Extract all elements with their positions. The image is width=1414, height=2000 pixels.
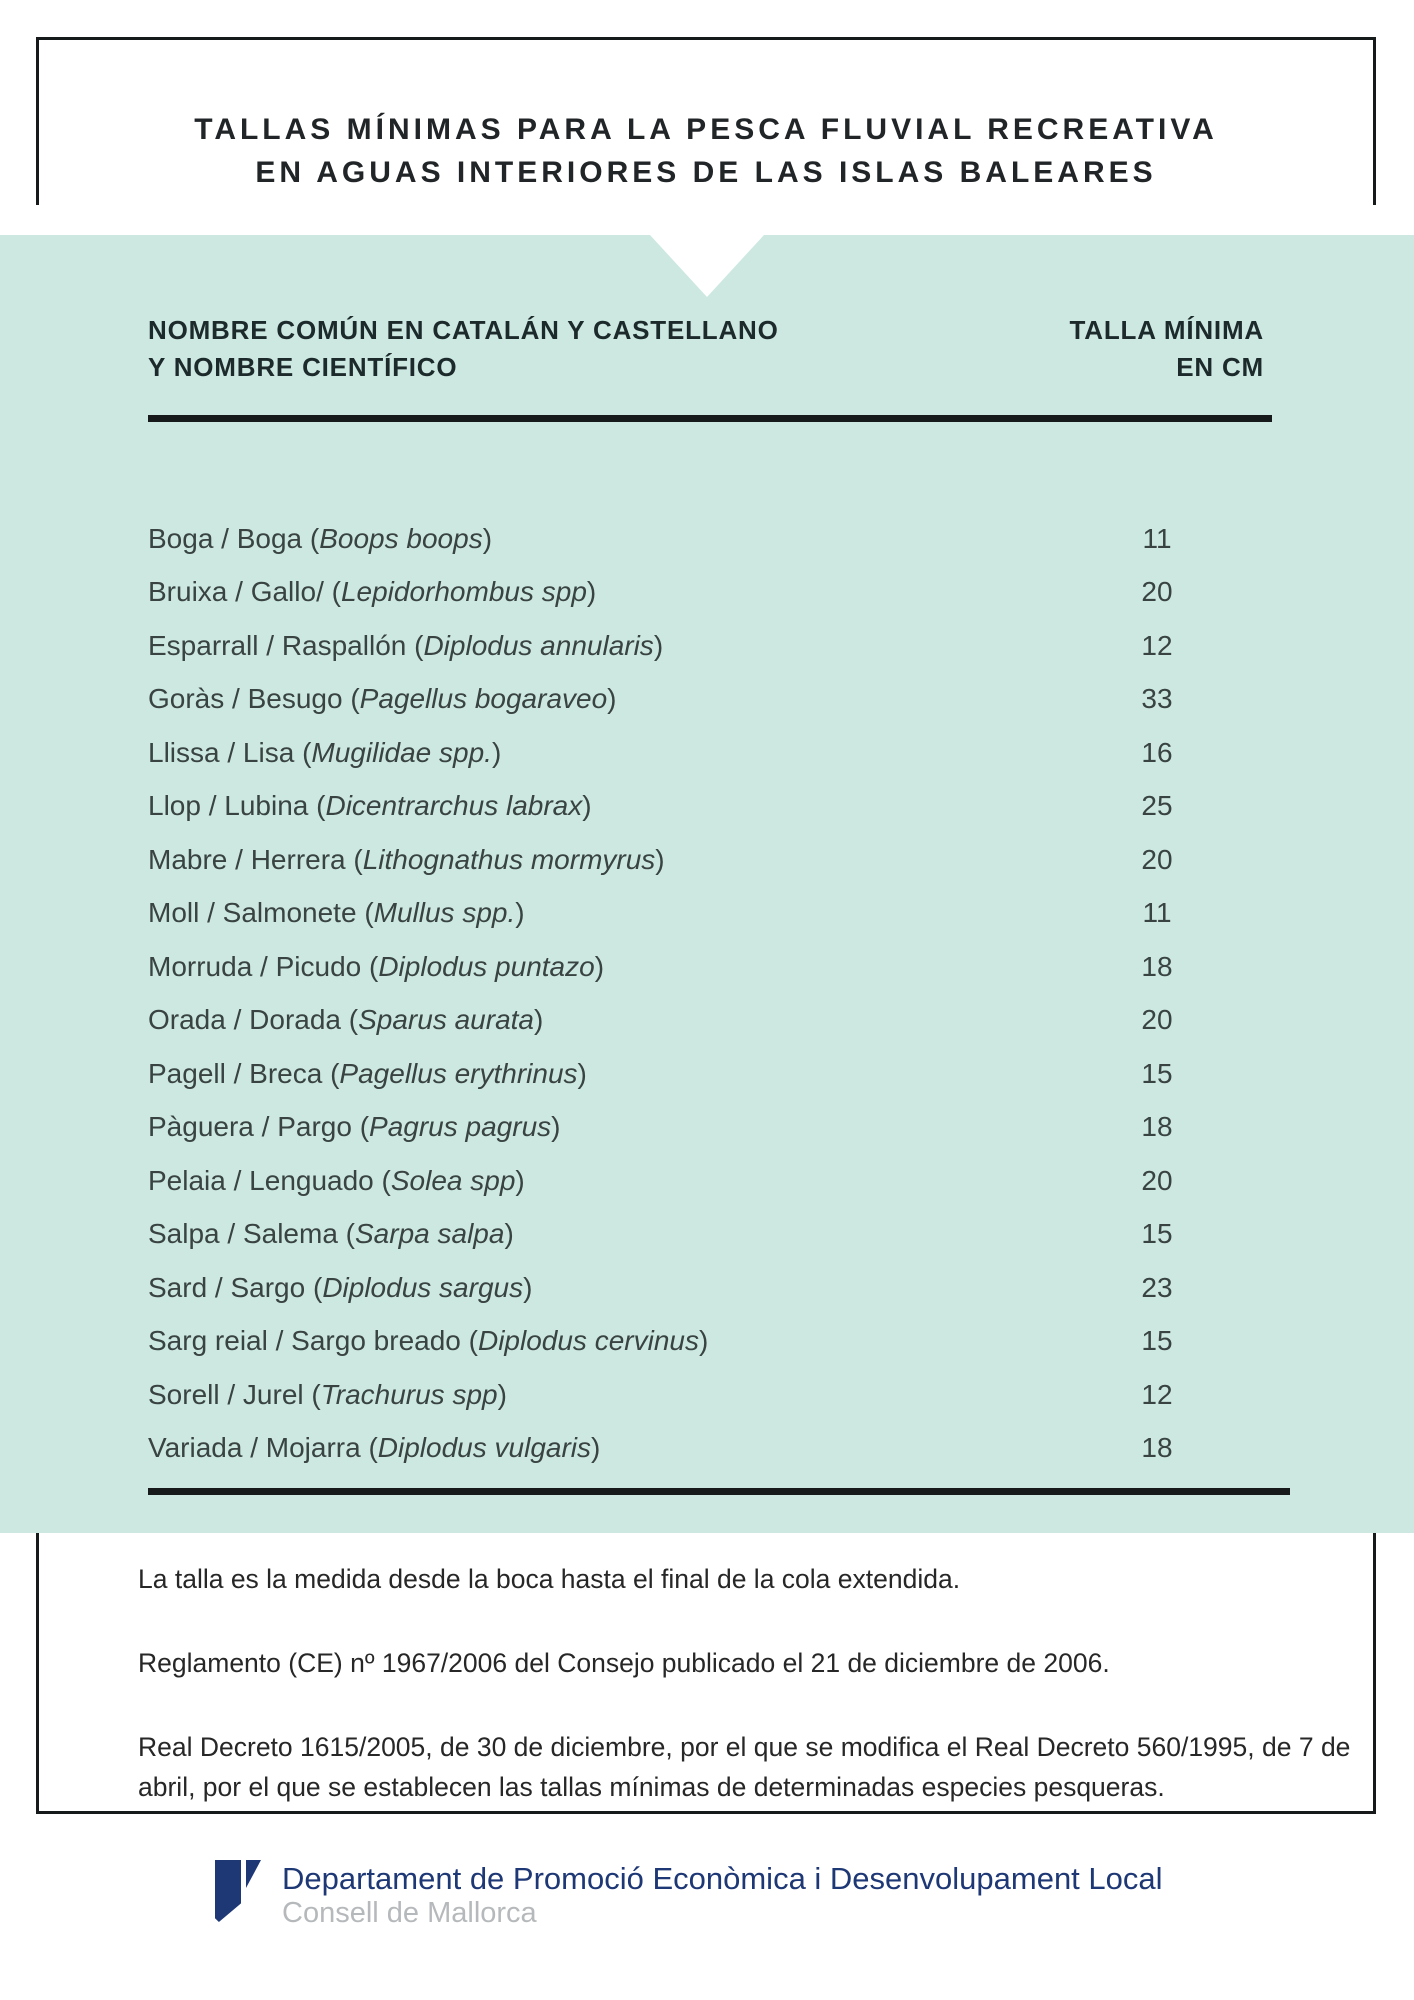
min-size-value: 12 <box>1141 1378 1173 1410</box>
species-name: Llissa / Lisa (Mugilidae spp.) <box>148 736 502 768</box>
table-row <box>148 833 1272 887</box>
species-name: Goràs / Besugo (Pagellus bogaraveo) <box>148 683 617 715</box>
note-royal-decree: Real Decreto 1615/2005, de 30 de diciembre, por el que se modifica el Real Decreto 560/1995, de 7 de abril, por el que se establecen las tallas mínimas de determinadas especies pesqueras. <box>138 1732 1351 1802</box>
table-row <box>148 726 1272 780</box>
species-name: Orada / Dorada (Sparus aurata) <box>148 1004 544 1036</box>
consell-de-mallorca-logo-icon <box>215 1860 261 1922</box>
scientific-name: Pagrus pagrus <box>369 1111 552 1143</box>
scientific-name: Pagellus erythrinus <box>339 1057 578 1089</box>
scientific-name: Diplodus vulgaris <box>377 1432 592 1464</box>
species-name: Pelaia / Lenguado (Solea spp) <box>148 1164 525 1196</box>
column-header-size-line1: TALLA MÍNIMA <box>1069 315 1264 345</box>
table-row <box>148 1368 1272 1422</box>
scientific-name: Diplodus cervinus <box>477 1325 699 1357</box>
table-row <box>148 566 1272 620</box>
min-size-value: 16 <box>1141 736 1173 768</box>
min-size-value: 11 <box>1142 522 1172 554</box>
footer-logo <box>215 1860 1163 1930</box>
species-name: Sard / Sargo (Diplodus sargus) <box>148 1271 533 1303</box>
min-size-value: 12 <box>1141 629 1173 661</box>
species-name: Sarg reial / Sargo breado (Diplodus cervinus) <box>148 1325 709 1357</box>
table-row <box>148 1208 1272 1262</box>
table-row <box>148 1261 1272 1315</box>
column-header-size <box>1070 312 1272 386</box>
min-size-value: 15 <box>1141 1325 1173 1357</box>
table-panel <box>0 235 1414 1533</box>
min-size-value: 11 <box>1142 897 1172 929</box>
table-row <box>148 1422 1272 1476</box>
scientific-name: Boops boops <box>319 522 483 554</box>
species-name: Morruda / Picudo (Diplodus puntazo) <box>148 950 605 982</box>
scientific-name: Trachurus spp <box>320 1378 498 1410</box>
table-bottom-divider <box>148 1488 1290 1495</box>
header-divider <box>148 415 1272 422</box>
table-header <box>148 312 1272 386</box>
min-size-value: 15 <box>1141 1057 1173 1089</box>
page-title-line2: EN AGUAS INTERIORES DE LAS ISLAS BALEARES <box>255 156 1157 189</box>
min-size-value: 25 <box>1141 790 1173 822</box>
min-size-value: 20 <box>1141 843 1173 875</box>
note-eu-regulation: Reglamento (CE) nº 1967/2006 del Consejo publicado el 21 de diciembre de 2006. <box>138 1648 1110 1678</box>
min-size-value: 33 <box>1141 683 1173 715</box>
scientific-name: Solea spp <box>390 1164 516 1196</box>
scientific-name: Lithognathus mormyrus <box>362 843 656 875</box>
table-row <box>148 1315 1272 1369</box>
table-row <box>148 994 1272 1048</box>
page-title-line1: TALLAS MÍNIMAS PARA LA PESCA FLUVIAL RECREATIVA <box>194 113 1218 146</box>
table-row <box>148 780 1272 834</box>
table-rows <box>148 512 1272 1475</box>
table-row <box>148 1154 1272 1208</box>
note-measure-definition: La talla es la medida desde la boca hasta el final de la cola extendida. <box>138 1564 961 1594</box>
column-header-size-line2: EN CM <box>1176 352 1264 382</box>
species-name: Bruixa / Gallo/ (Lepidorhombus spp) <box>148 576 597 608</box>
min-size-value: 20 <box>1141 1164 1173 1196</box>
species-name: Sorell / Jurel (Trachurus spp) <box>148 1378 507 1410</box>
species-name: Boga / Boga (Boops boops) <box>148 522 493 554</box>
scientific-name: Sparus aurata <box>358 1004 534 1036</box>
logo-mark-bar <box>215 1860 241 1922</box>
min-size-value: 18 <box>1141 950 1173 982</box>
scientific-name: Dicentrarchus labrax <box>325 790 583 822</box>
column-header-species-line2: Y NOMBRE CIENTÍFICO <box>148 352 458 382</box>
table-row <box>148 673 1272 727</box>
column-header-species <box>148 312 779 386</box>
min-size-value: 15 <box>1141 1218 1173 1250</box>
species-name: Salpa / Salema (Sarpa salpa) <box>148 1218 514 1250</box>
logo-department-name: Departament de Promoció Econòmica i Desenvolupament Local <box>282 1861 1163 1896</box>
table-row <box>148 1047 1272 1101</box>
min-size-value: 20 <box>1141 1004 1173 1036</box>
species-name: Llop / Lubina (Dicentrarchus labrax) <box>148 790 592 822</box>
scientific-name: Diplodus annularis <box>423 629 654 661</box>
logo-text <box>282 1860 1163 1930</box>
table-row <box>148 512 1272 566</box>
table-row <box>148 887 1272 941</box>
min-size-value: 18 <box>1141 1432 1173 1464</box>
scientific-name: Pagellus bogaraveo <box>359 683 608 715</box>
min-size-value: 23 <box>1141 1271 1173 1303</box>
scientific-name: Diplodus puntazo <box>378 950 595 982</box>
scientific-name: Mugilidae spp. <box>311 736 492 768</box>
species-name: Pagell / Breca (Pagellus erythrinus) <box>148 1057 587 1089</box>
min-size-value: 18 <box>1141 1111 1173 1143</box>
species-name: Variada / Mojarra (Diplodus vulgaris) <box>148 1432 601 1464</box>
title-box <box>36 37 1376 205</box>
species-name: Moll / Salmonete (Mullus spp.) <box>148 897 525 929</box>
scientific-name: Diplodus sargus <box>322 1271 524 1303</box>
notes-box <box>36 1533 1376 1814</box>
table-row <box>148 619 1272 673</box>
logo-org-name: Consell de Mallorca <box>282 1897 537 1929</box>
table-row <box>148 940 1272 994</box>
logo-mark-triangle <box>246 1860 261 1888</box>
species-name: Pàguera / Pargo (Pagrus pagrus) <box>148 1111 561 1143</box>
notch-decoration <box>650 235 764 297</box>
species-name: Mabre / Herrera (Lithognathus mormyrus) <box>148 843 665 875</box>
scientific-name: Sarpa salpa <box>355 1218 505 1250</box>
column-header-species-line1: NOMBRE COMÚN EN CATALÁN Y CASTELLANO <box>148 315 779 345</box>
table-row <box>148 1101 1272 1155</box>
scientific-name: Mullus spp. <box>373 897 516 929</box>
scientific-name: Lepidorhombus spp <box>340 576 587 608</box>
species-name: Esparrall / Raspallón (Diplodus annularis) <box>148 629 664 661</box>
min-size-value: 20 <box>1141 576 1173 608</box>
